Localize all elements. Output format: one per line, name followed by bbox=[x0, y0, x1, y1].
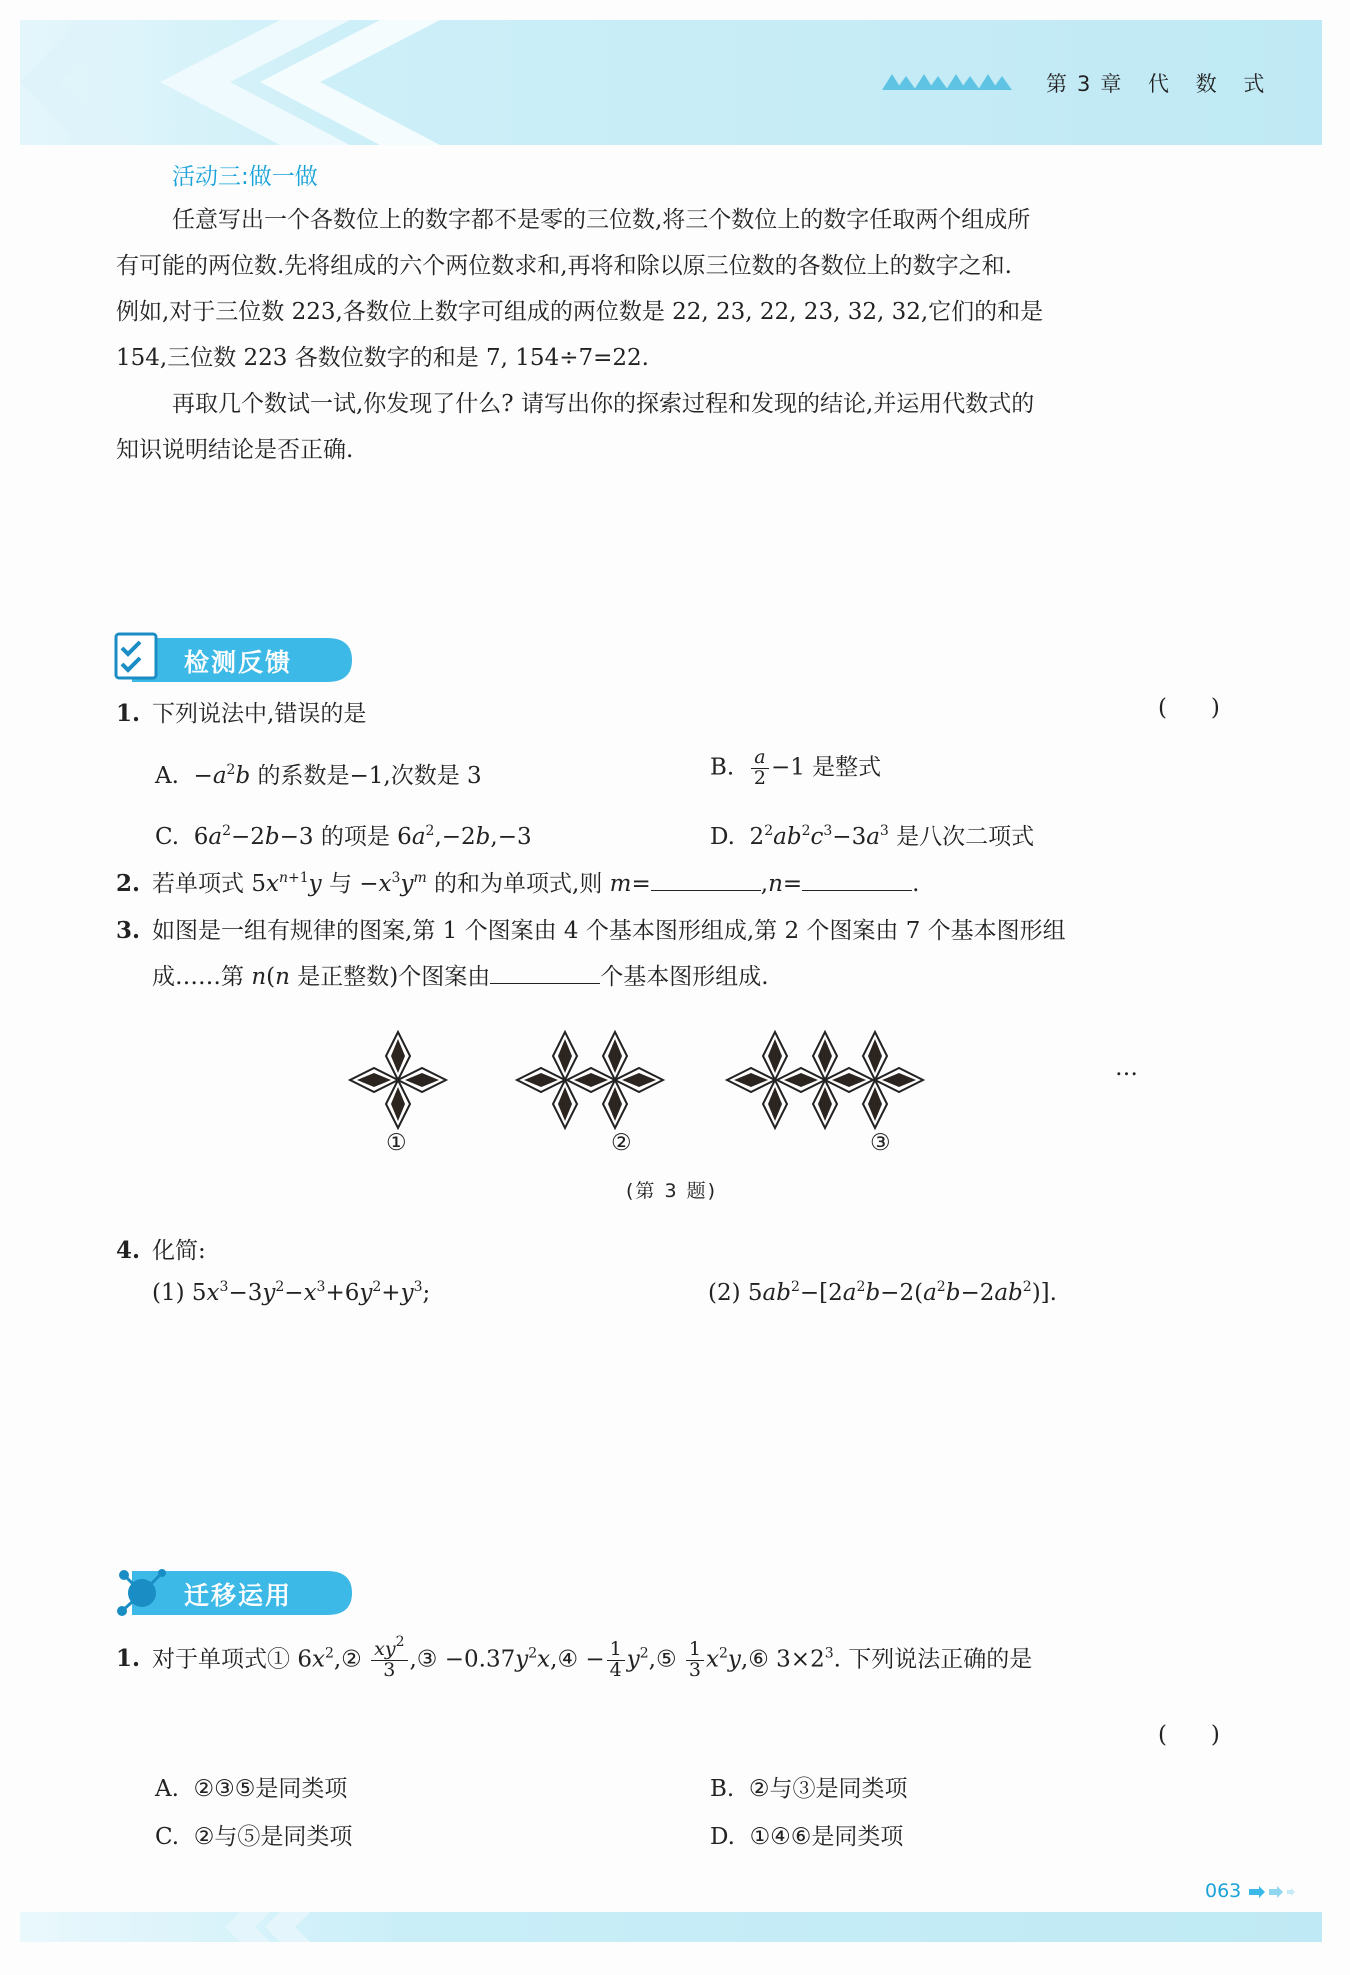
question-3-line-2: 成……第 n(n 是正整数)个图案由 个基本图形组成. bbox=[152, 964, 769, 990]
activity-title: 活动三:做一做 bbox=[172, 164, 318, 190]
transfer-question-1: 1. 对于单项式① $6x^2,②$ $\frac{xy^2}{3}$ ,③ $-0.37y^2x,④$ − $\frac{1}{4}$ $y^2,⑤$ $\frac{1}{3}$ $x^2y,⑥$ $3\times 2^3$. 下列说法正确的是 bbox=[116, 1634, 1033, 1681]
option-a: A. $-a^2b$ 的系数是−1,次数是 3 bbox=[155, 762, 482, 789]
activity-line-2: 有可能的两位数.先将组成的六个两位数求和,再将和除以原三位数的各数位上的数字之和. bbox=[116, 253, 1012, 279]
chapter-title: 第3章 代 数 式 bbox=[1046, 72, 1275, 96]
pattern-1 bbox=[350, 1032, 446, 1128]
transfer-option-a: A. ②③⑤是同类项 bbox=[155, 1776, 348, 1802]
transfer-option-c: C. ②与⑤是同类项 bbox=[155, 1824, 353, 1850]
section-title-feedback: 检测反馈 bbox=[184, 648, 293, 677]
transfer-option-d: D. ①④⑥是同类项 bbox=[710, 1824, 904, 1850]
answer-paren-1[interactable]: ( ) bbox=[1158, 695, 1220, 721]
question-2: 2. 若单项式 $5x^{n+1}y$ 与 $-x^3y^m$ 的和为单项式,则 m= ,n= . bbox=[116, 870, 920, 897]
activity-line-4: 154,三位数 223 各数位数字的和是 7, 154÷7=22. bbox=[116, 345, 649, 371]
option-c: C. $6a^2-2b-3$ 的项是 $6a^2,-2b,-3$ bbox=[155, 823, 532, 850]
answer-paren-transfer-1[interactable]: ( ) bbox=[1158, 1722, 1220, 1748]
question-1: 1. 下列说法中,错误的是 bbox=[116, 700, 367, 727]
activity-line-5: 再取几个数试一试,你发现了什么? 请写出你的探索过程和发现的结论,并运用代数式的 bbox=[172, 391, 1035, 417]
section-tag-feedback bbox=[112, 630, 357, 690]
activity-line-1: 任意写出一个各数位上的数字都不是零的三位数,将三个数位上的数字任取两个组成所 bbox=[172, 207, 1031, 233]
question-4: 4. 化简: bbox=[116, 1237, 206, 1264]
blank-pattern[interactable] bbox=[490, 963, 600, 984]
footer-band bbox=[20, 1912, 1322, 1942]
blank-m[interactable] bbox=[651, 870, 761, 891]
pattern-figures bbox=[340, 1020, 1020, 1150]
option-b: B. $\frac{a}{2}$ −1 是整式 bbox=[710, 746, 882, 789]
question-4-part-1: (1) $5x^3-3y^2-x^3+6y^2+y^3$; bbox=[152, 1279, 431, 1306]
figure-label-2: ② bbox=[611, 1130, 632, 1156]
arrow-icon bbox=[1247, 1885, 1297, 1899]
pattern-ellipsis: … bbox=[1115, 1055, 1138, 1081]
question-3-line-1: 3. 如图是一组有规律的图案,第 1 个图案由 4 个基本图形组成,第 2 个图案由 7 个基本图形组 bbox=[116, 917, 1066, 944]
transfer-option-b: B. ②与③是同类项 bbox=[710, 1776, 908, 1802]
activity-line-6: 知识说明结论是否正确. bbox=[116, 437, 354, 463]
pattern-2 bbox=[517, 1032, 663, 1128]
activity-line-3: 例如,对于三位数 223,各数位上数字可组成的两位数是 22, 23, 22, 23, 32, 32,它们的和是 bbox=[116, 299, 1044, 325]
section-tag-transfer bbox=[112, 1563, 357, 1623]
question-4-part-2: (2) $5ab^2-[2a^2b-2(a^2b-2ab^2)]$. bbox=[708, 1279, 1057, 1306]
figure-label-1: ① bbox=[386, 1130, 407, 1156]
blank-n[interactable] bbox=[802, 870, 912, 891]
section-title-transfer: 迁移运用 bbox=[184, 1581, 293, 1610]
figure-label-3: ③ bbox=[870, 1130, 891, 1156]
option-d: D. $2^2ab^2c^3-3a^3$ 是八次二项式 bbox=[710, 823, 1035, 850]
figure-caption: (第 3 题) bbox=[626, 1180, 717, 1202]
page-number: 063 bbox=[1205, 1880, 1297, 1902]
pattern-3 bbox=[727, 1032, 923, 1128]
